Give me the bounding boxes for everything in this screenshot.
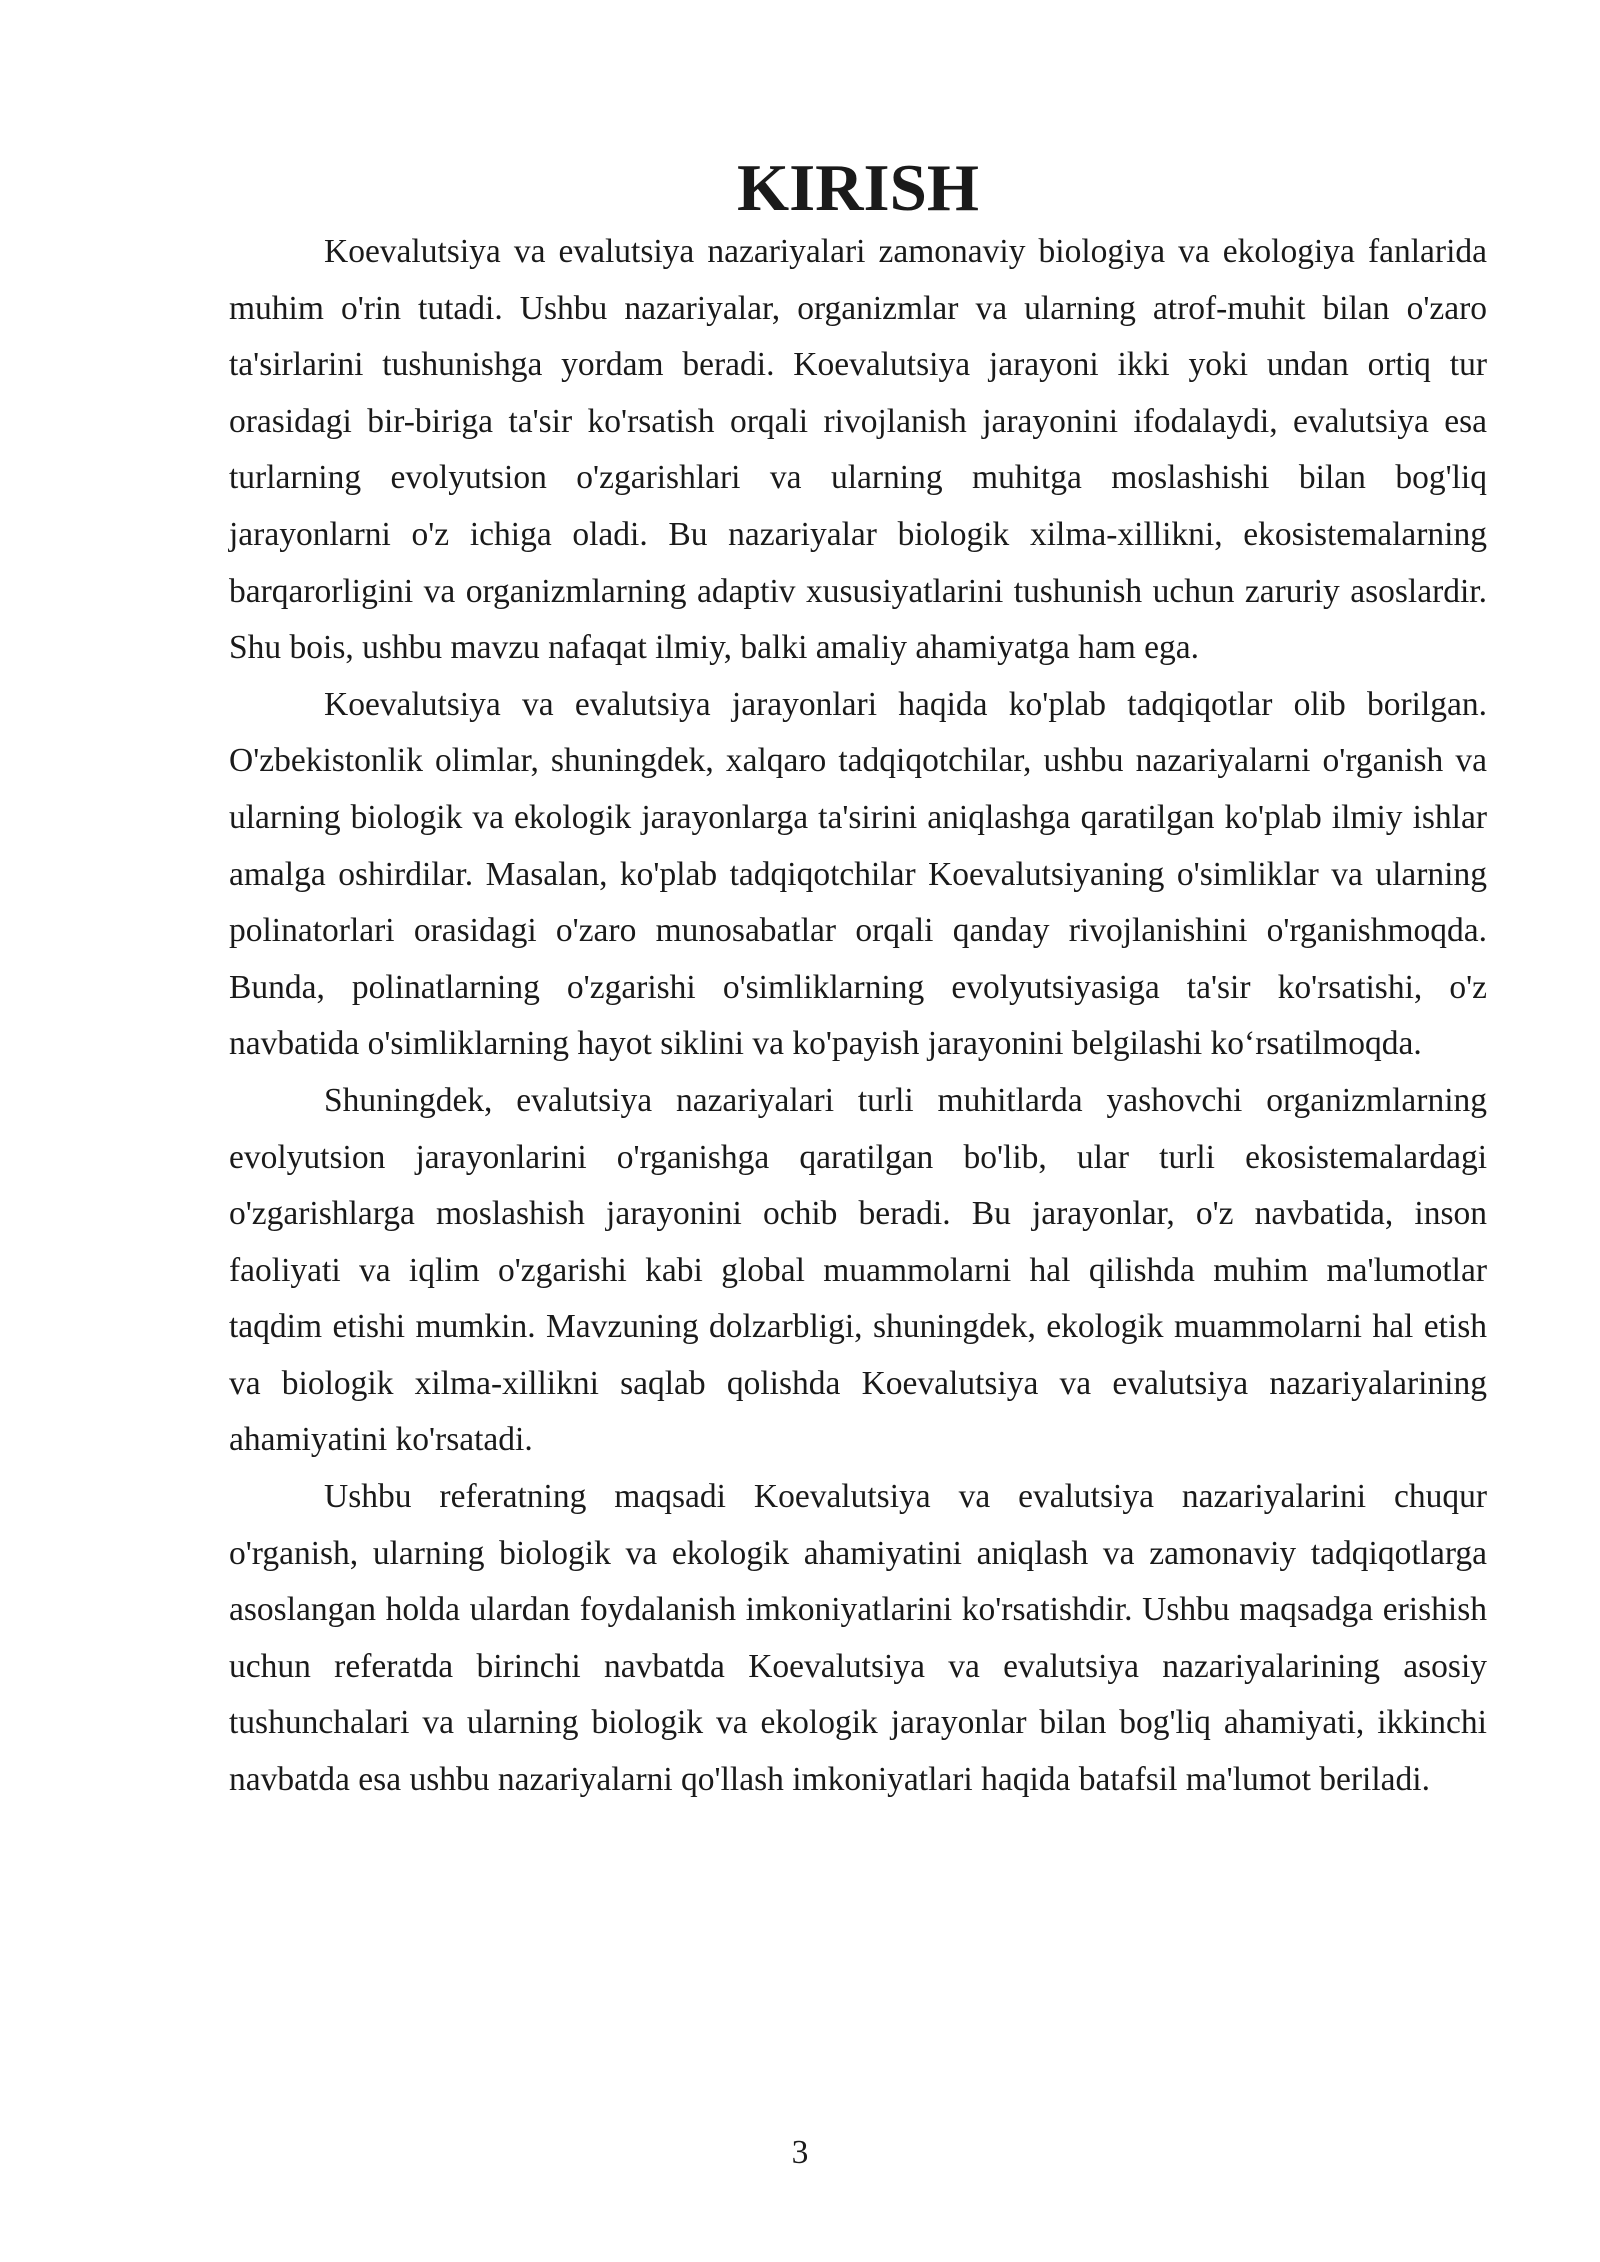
paragraph-1: Koevalutsiya va evalutsiya nazariyalari zamonaviy biologiya va ekologiya fanlarida muhim o'rin tutadi. Ushbu nazariyalar, organizmlar va ularning atrof-muhit bilan o'zaro ta'sirlarini tushunishga yordam beradi. Koevalutsiya jarayoni ikki yoki undan ortiq tur orasidagi bir-biriga ta'sir ko'rsatish orqali rivojlanish jarayonini ifodalaydi, evalutsiya esa turlarning evolyutsion o'zgarishlari va ularning muhitga moslashishi bilan bog'liq jarayonlarni o'z ichiga oladi. Bu nazariyalar biologik xilma-xillikni, ekosistemalarning barqarorligini va organizmlarning adaptiv xususiyatlarini tushunish uchun zaruriy asoslardir. Shu bois, ushbu mavzu nafaqat ilmiy, balki amaliy ahamiyatga ham ega. [229, 233, 1487, 667]
paragraph-4: Ushbu referatning maqsadi Koevalutsiya va evalutsiya nazariyalarini chuqur o'rganish, ularning biologik va ekologik ahamiyatini aniqlash va zamonaviy tadqiqotlarga asoslangan holda ulardan foydalanish imkoniyatlarini ko'rsatishdir. Ushbu maqsadga erishish uchun referatda birinchi navbatda Koevalutsiya va evalutsiya nazariyalarining asosiy tushunchalari va ularning biologik va ekologik jarayonlar bilan bog'liq ahamiyati, ikkinchi navbatda esa ushbu nazariyalarni qo'llash imkoniyatlari haqida batafsil ma'lumot beriladi. [229, 1478, 1487, 1799]
paragraph-3: Shuningdek, evalutsiya nazariyalari turli muhitlarda yashovchi organizmlarning evolyutsion jarayonlarini o'rganishga qaratilgan bo'lib, ular turli ekosistemalardagi o'zgarishlarga moslashish jarayonini ochib beradi. Bu jarayonlar, o'z navbatida, inson faoliyati va iqlim o'zgarishi kabi global muammolarni hal qilishda muhim ma'lumotlar taqdim etishi mumkin. Mavzuning dolzarbligi, shuningdek, ekologik muammolarni hal etish va biologik xilma-xillikni saqlab qolishda Koevalutsiya va evalutsiya nazariyalarining ahamiyatini ko'rsatadi. [229, 1081, 1487, 1459]
page-content [229, 151, 1487, 1809]
paragraph-2: Koevalutsiya va evalutsiya jarayonlari haqida ko'plab tadqiqotlar olib borilgan. O'zbekistonlik olimlar, shuningdek, xalqaro tadqiqotchilar, ushbu nazariyalarni o'rganish va ularning biologik va ekologik jarayonlarga ta'sirini aniqlashga qaratilgan ko'plab ilmiy ishlar amalga oshirdilar. Masalan, ko'plab tadqiqotchilar Koevalutsiyaning o'simliklar va ularning polinatorlari orasidagi o'zaro munosabatlar orqali qanday rivojlanishini o'rganishmoqda. Bunda, polinatlarning o'zgarishi o'simliklarning evolyutsiyasiga ta'sir ko'rsatishi, o'z navbatida o'simliklarning hayot siklini va ko'payish jarayonini belgilashi ko‘rsatilmoqda. [229, 685, 1487, 1063]
section-title: KIRISH [736, 151, 980, 225]
page-number: 3 [791, 2134, 809, 2171]
